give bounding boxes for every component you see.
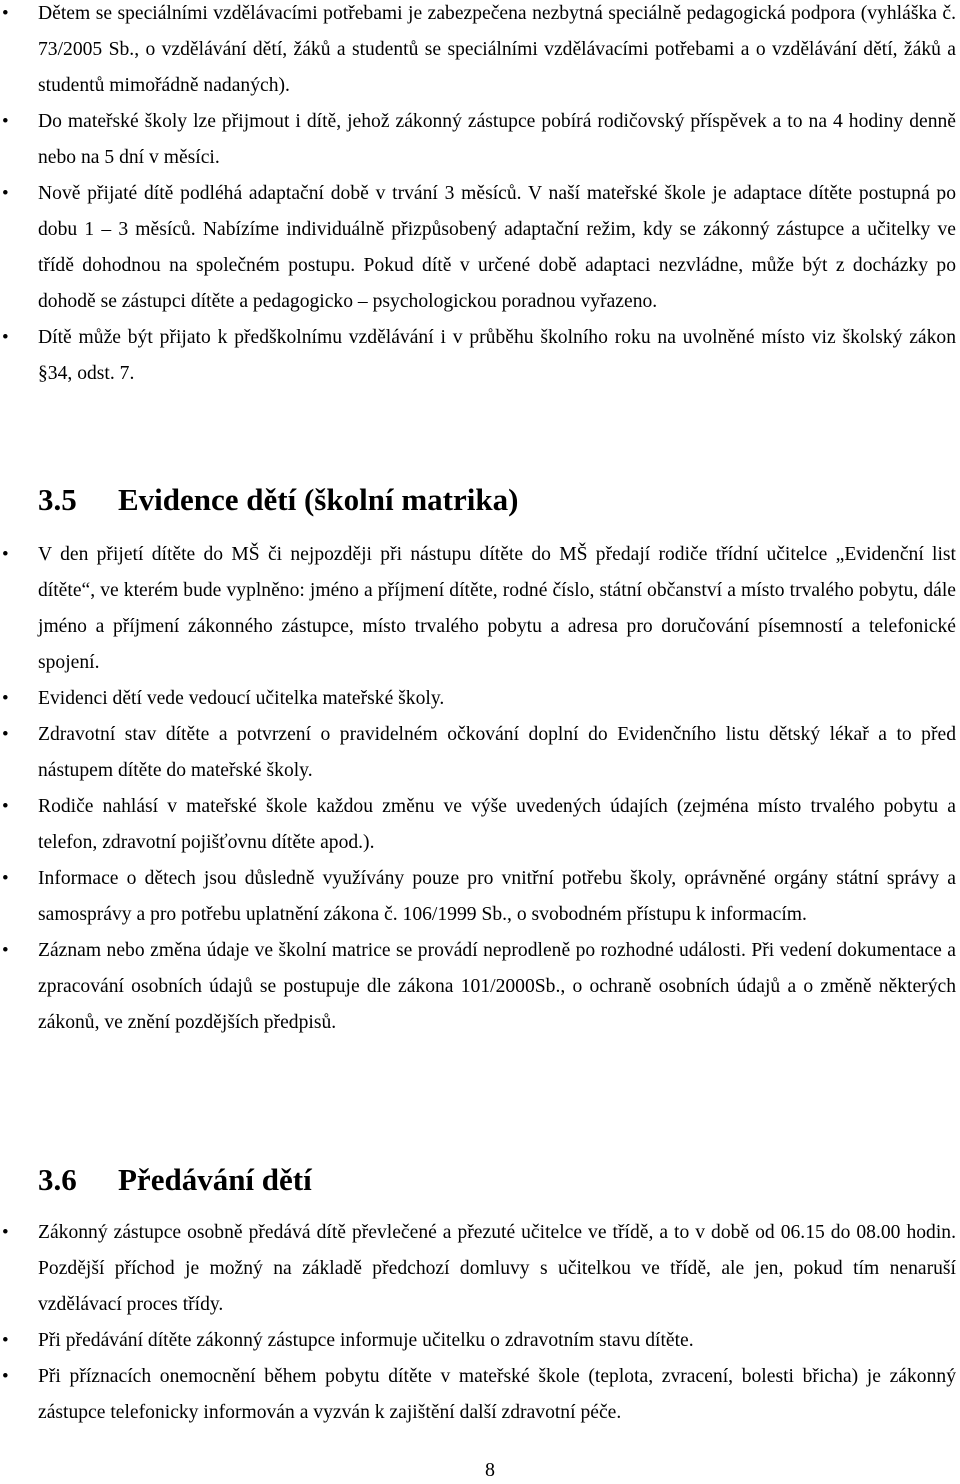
list-item: • Informace o dětech jsou důsledně využívány pouze pro vnitřní potřebu školy, oprávněné orgány státní správy a samosprávy a pro potřebu uplatnění zákona č. 106/1999 Sb., o svobodném přístupu k informacím. [0,861,960,933]
list-item: • Do mateřské školy lze přijmout i dítě, jehož zákonný zástupce pobírá rodičovský příspěvek a to na 4 hodiny denně nebo na 5 dní v měsíci. [0,104,960,176]
list-item: • Rodiče nahlásí v mateřské škole každou změnu ve výše uvedených údajích (zejména místo trvalého pobytu a telefon, zdravotní pojišťovnu dítěte apod.). [0,789,960,861]
section-number: 3.5 [38,482,77,517]
section-number: 3.6 [38,1162,77,1197]
section-heading-3-6 [38,1160,312,1200]
list-item: • Dětem se speciálními vzdělávacími potřebami je zabezpečena nezbytná speciálně pedagogická podpora (vyhláška č. 73/2005 Sb., o vzdělávání dětí, žáků a studentů se speciálními vzdělávacími potřebami a o vzdělávání dětí, žáků a studentů mimořádně nadaných). [0,0,960,104]
list-item: • V den přijetí dítěte do MŠ či nejpozději při nástupu dítěte do MŠ předají rodiče třídní učitelce „Evidenční list dítěte“, ve kterém bude vyplněno: jméno a příjmení dítěte, rodné číslo, státní občanství a místo trvalého pobytu, dále jméno a příjmení zákonného zástupce, místo trvalého pobytu a adresa pro doručování písemností a telefonické spojení. [0,537,960,681]
list-item: • Při předávání dítěte zákonný zástupce informuje učitelku o zdravotním stavu dítěte. [0,1323,960,1359]
section-title: Předávání dětí [118,1162,312,1197]
bullet-list-handover [0,1215,960,1431]
bullet-list-admission [0,0,960,392]
list-item: • Zákonný zástupce osobně předává dítě převlečené a přezuté učitelce ve třídě, a to v době od 06.15 do 08.00 hodin. Pozdější příchod je možný na základě předchozí domluvy s učitelkou ve třídě, ale jen, pokud tím nenaruší vzdělávací proces třídy. [0,1215,960,1323]
list-item: • Záznam nebo změna údaje ve školní matrice se provádí neprodleně po rozhodné události. Při vedení dokumentace a zpracování osobních údajů se postupuje dle zákona 101/2000Sb., o ochraně osobních údajů a o změně některých zákonů, ve znění pozdějších předpisů. [0,933,960,1041]
list-item: • Dítě může být přijato k předškolnímu vzdělávání i v průběhu školního roku na uvolněné místo viz školský zákon §34, odst. 7. [0,320,960,392]
section-heading-3-5 [38,480,518,520]
list-item: • Nově přijaté dítě podléhá adaptační době v trvání 3 měsíců. V naší mateřské škole je adaptace dítěte postupná po dobu 1 – 3 měsíců. Nabízíme individuálně přizpůsobený adaptační režim, kdy se zákonný zástupce a učitelky ve třídě dohodnou na společném postupu. Pokud dítě v určené době adaptaci nezvládne, může být z docházky po dohodě se zástupci dítěte a pedagogicko – psychologickou poradnou vyřazeno. [0,176,960,320]
section-title: Evidence dětí (školní matrika) [118,482,519,517]
page-number: 8 [485,1459,495,1481]
list-item: • Evidenci dětí vede vedoucí učitelka mateřské školy. [0,681,960,717]
bullet-list-evidence [0,537,960,1041]
list-item: • Zdravotní stav dítěte a potvrzení o pravidelném očkování doplní do Evidenčního listu dětský lékař a to před nástupem dítěte do mateřské školy. [0,717,960,789]
list-item: • Při příznacích onemocnění během pobytu dítěte v mateřské škole (teplota, zvracení, bolesti břicha) je zákonný zástupce telefonicky informován a vyzván k zajištění další zdravotní péče. [0,1359,960,1431]
